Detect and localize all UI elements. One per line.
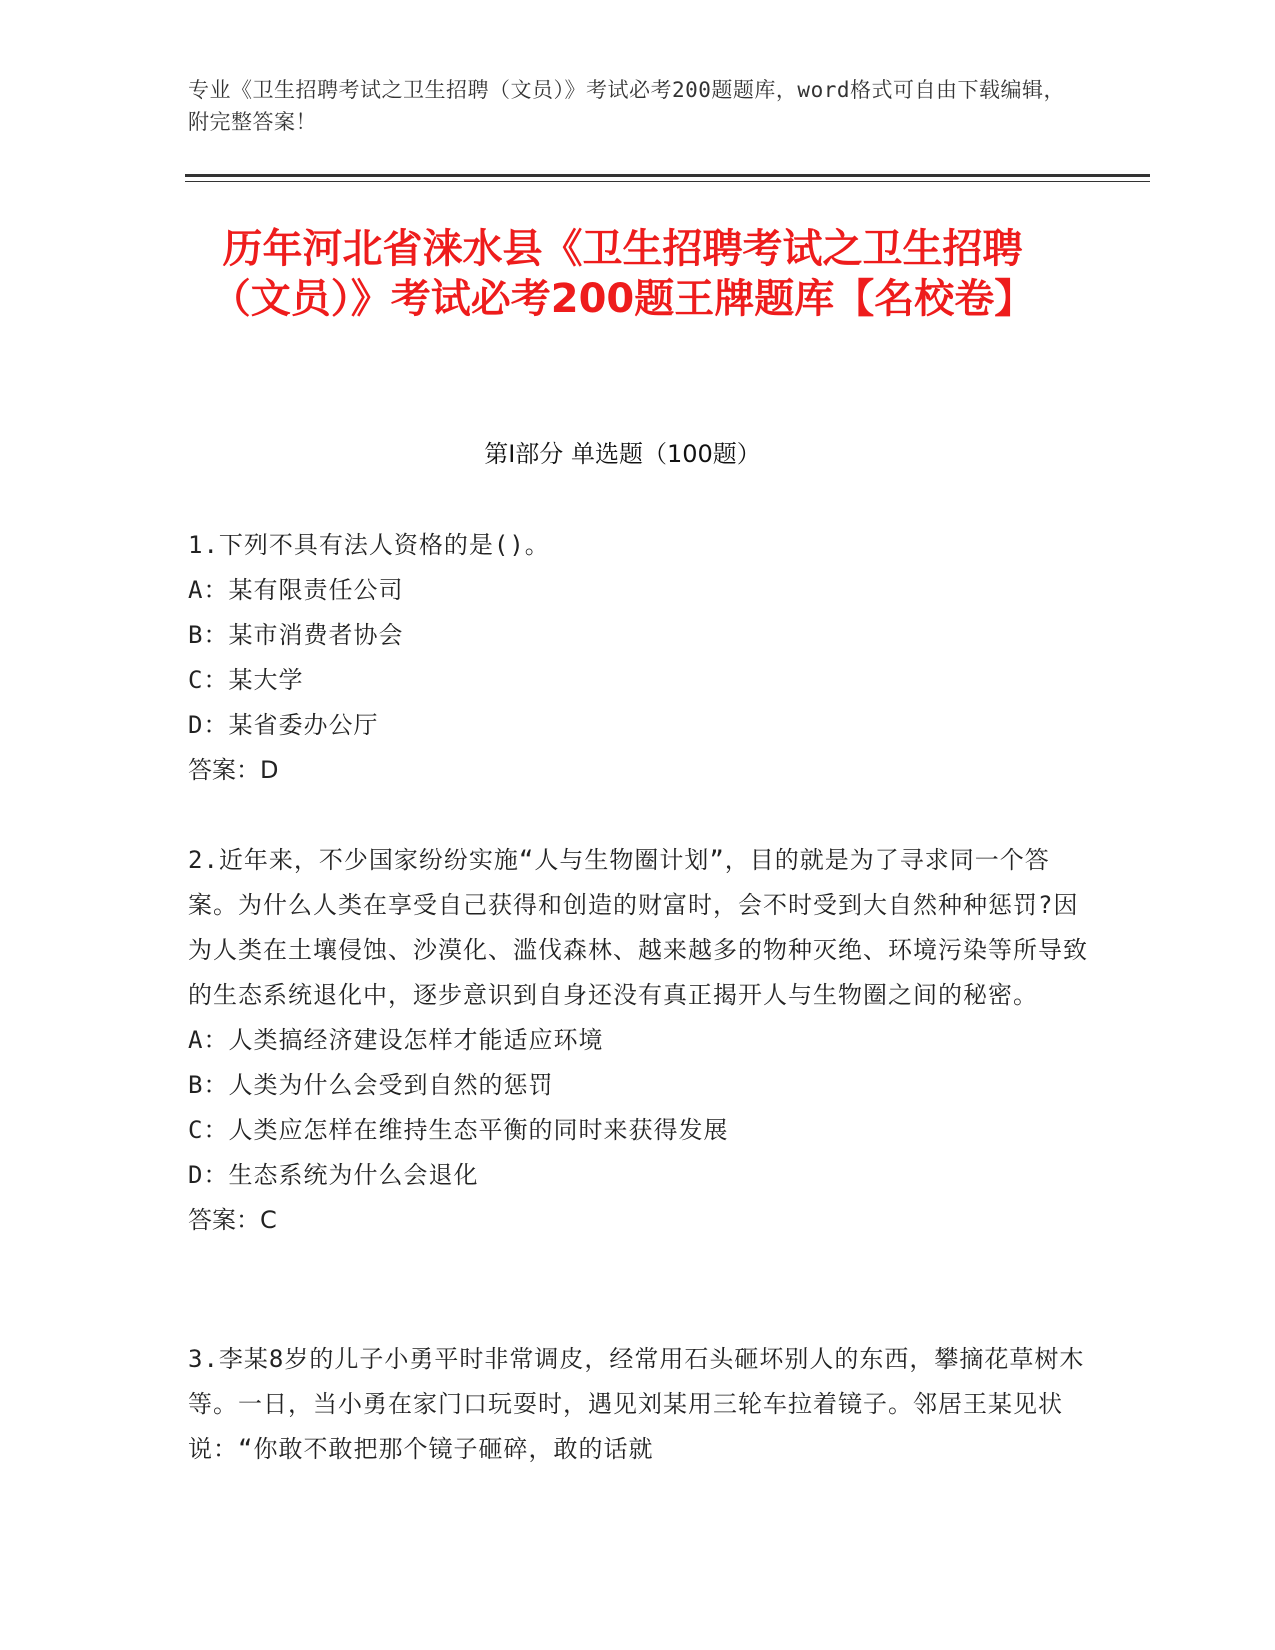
question-3: [188, 1337, 1088, 1472]
question-text: 3.李某8岁的儿子小勇平时非常调皮，经常用石头砸坏别人的东西，攀摘花草树木等。一日，当小勇在家门口玩耍时，遇见刘某用三轮车拉着镜子。邻居王某见状说：“你敢不敢把那个镜子砸碎，敢的话就: [188, 1345, 1085, 1463]
question-text: 1.下列不具有法人资格的是()。: [188, 531, 550, 559]
option-a: A：某有限责任公司: [188, 576, 404, 604]
option-d: D：生态系统为什么会退化: [188, 1161, 479, 1189]
answer-line: 答案：D: [188, 756, 279, 784]
question-2: [188, 838, 1088, 1243]
header-divider-thick: [185, 174, 1150, 177]
option-d: D：某省委办公厅: [188, 711, 379, 739]
document-title: 历年河北省涞水县《卫生招聘考试之卫生招聘（文员）》考试必考200题王牌题库【名校卷】: [210, 226, 1035, 322]
question-1: [188, 523, 1088, 793]
option-c: C：某大学: [188, 666, 304, 694]
question-text: 2.近年来，不少国家纷纷实施“人与生物圈计划”，目的就是为了寻求同一个答案。为什么人类在享受自己获得和创造的财富时，会不时受到大自然种种惩罚?因为人类在土壤侵蚀、沙漠化、滥伐森林、越来越多的物种灭绝、环境污染等所导致的生态系统退化中，逐步意识到自身还没有真正揭开人与生物圈之间的秘密。: [188, 846, 1088, 1009]
answer-line: 答案：C: [188, 1206, 277, 1234]
option-b: B：某市消费者协会: [188, 621, 404, 649]
header-note: 专业《卫生招聘考试之卫生招聘（文员）》考试必考200题题库，word格式可自由下载编辑，附完整答案！: [188, 78, 1065, 134]
section-title: 第Ⅰ部分 单选题（100题）: [484, 440, 761, 468]
option-b: B：人类为什么会受到自然的惩罚: [188, 1071, 554, 1099]
option-c: C：人类应怎样在维持生态平衡的同时来获得发展: [188, 1116, 729, 1144]
header-divider-thin: [185, 181, 1150, 182]
option-a: A：人类搞经济建设怎样才能适应环境: [188, 1026, 604, 1054]
